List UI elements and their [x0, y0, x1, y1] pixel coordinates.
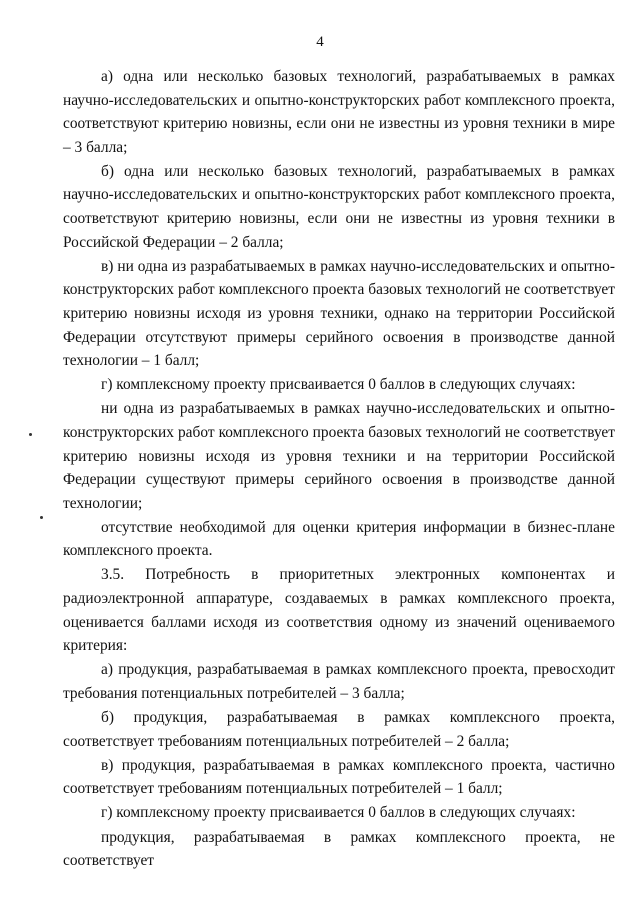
scan-speck	[40, 516, 43, 519]
paragraph-3-5-d-case-1: продукция, разрабатываемая в рамках комплексного проекта, не соответствует	[63, 828, 615, 870]
scan-speck	[29, 433, 32, 436]
paragraph-3-5-a: а) продукция, разрабатываемая в рамках комплексного проекта, превосходит требования потенциальных потребителей – 3 балла;	[63, 661, 615, 702]
document-body	[63, 65, 615, 873]
section-3-5: 3.5. Потребность в приоритетных электронных компонентах и радиоэлектронной аппаратуре, создаваемых в рамках комплексного проекта, оценивается баллами исходя из соответствия одному из значений оцениваемого критерия:	[63, 566, 615, 655]
paragraph-d-case-1: ни одна из разрабатываемых в рамках научно-исследовательских и опытно-конструкторских работ комплексного проекта базовых технологий не соответствует критерию новизны исходя из уровня техники и на территории Российской Федерации существуют примеры серийного освоения в производстве данной технологии;	[63, 400, 615, 512]
paragraph-d-zero-points: г) комплексному проекту присваивается 0 баллов в следующих случаях:	[101, 376, 576, 394]
paragraph-c-no-novelty: в) ни одна из разрабатываемых в рамках научно-исследовательских и опытно-конструкторских работ комплексного проекта базовых технологий не соответствует критерию новизны исходя из уровня техники, однако на территории Российской Федерации отсутствуют примеры серийного освоения в производстве данной технологии – 1 балл;	[63, 257, 615, 370]
paragraph-b-russia-novelty: б) одна или несколько базовых технологий, разрабатываемых в рамках научно-исследовательских и опытно-конструкторских работ комплексного проекта, соответствуют критерию новизны, если они не известны из уровня техники в Российской Федерации – 2 балла;	[63, 162, 615, 251]
paragraph-d-case-2: отсутствие необходимой для оценки критерия информации в бизнес-плане комплексного проекта.	[63, 518, 615, 560]
paragraph-3-5-b: б) продукция, разрабатываемая в рамках комплексного проекта, соответствует требованиям потенциальных потребителей – 2 балла;	[63, 709, 615, 750]
paragraph-a-world-novelty: а) одна или несколько базовых технологий, разрабатываемых в рамках научно-исследовательских и опытно-конструкторских работ комплексного проекта, соответствуют критерию новизны, если они не известны из уровня техники в мире – 3 балла;	[63, 68, 615, 156]
page-number: 4	[316, 34, 324, 50]
paragraph-3-5-d: г) комплексному проекту присваивается 0 баллов в следующих случаях:	[101, 804, 576, 822]
paragraph-3-5-c: в) продукция, разрабатываемая в рамках комплексного проекта, частично соответствует требованиям потенциальных потребителей – 1 балл;	[63, 756, 615, 798]
